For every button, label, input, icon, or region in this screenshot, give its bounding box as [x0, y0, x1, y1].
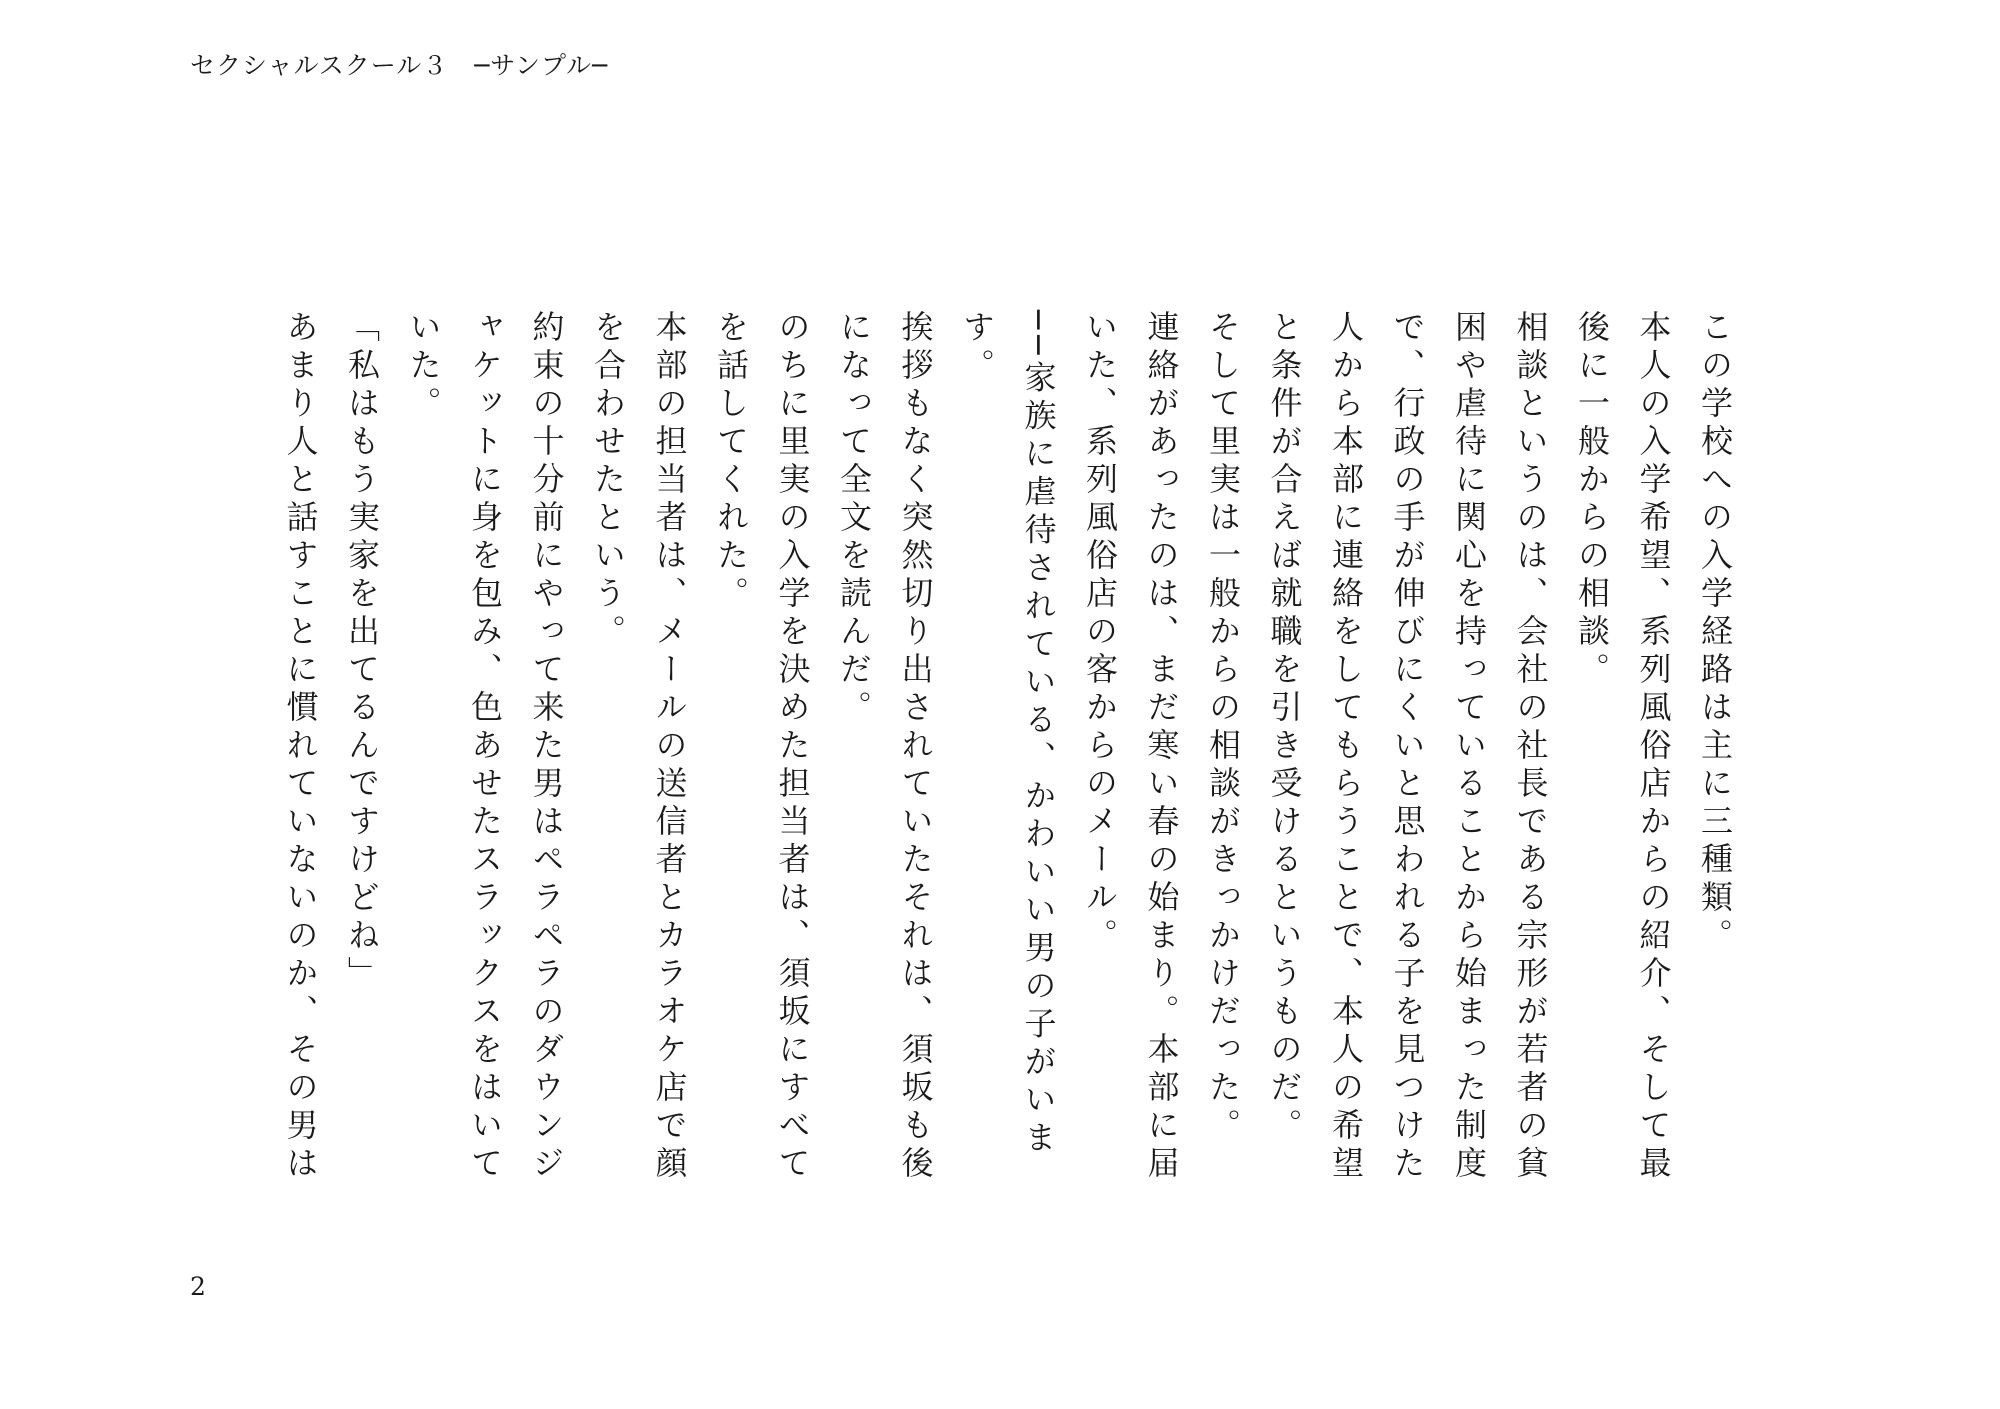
paragraph: 相談というのは、会社の社長である宗形が若者の貧困や虐待に関心を持っていることから始まった制度で、行政の手が伸びにくいと思われる子を見つけた人から本部に連絡をしてもらうことで、本人の希望と条件が合えば就職を引き受けるというものだ。: [1265, 310, 1550, 1184]
paragraph: 連絡があったのは、まだ寒い春の始まり。本部に届いた、系列風俗店の客からのメール。: [1081, 310, 1181, 1184]
paragraph: 「私はもう実家を出てるんですけどね」: [343, 310, 381, 994]
page-number: 2: [190, 1272, 206, 1301]
paragraph: ──家族に虐待されている、かわいい男の子がいます。: [958, 310, 1058, 1159]
paragraph: あまり人と話すことに慣れていないのか、その男は: [281, 310, 320, 1184]
running-header: セクシャルスクール３ ─サンプル─: [190, 51, 609, 80]
paragraph: そして里実は一般からの相談がきっかけだった。: [1204, 310, 1242, 1146]
paragraph: 本部の担当者は、メールの送信者とカラオケ店で顔を合わせたという。: [589, 310, 689, 1184]
paragraph: 本人の入学希望、系列風俗店からの紹介、そして最後に一般からの相談。: [1573, 310, 1673, 1184]
paragraph: のちに里実の入学を決めた担当者は、須坂にすべてを話してくれた。: [712, 310, 812, 1184]
paragraph: この学校への入学経路は主に三種類。: [1696, 310, 1734, 956]
paragraph: 約束の十分前にやって来た男はペラペラのダウンジャケットに身を包み、色あせたスラックスをはいていた。: [404, 310, 566, 1184]
vertical-body-text: [269, 310, 1745, 1190]
paragraph: 挨拶もなく突然切り出されていたそれは、須坂も後になって全文を読んだ。: [835, 310, 935, 1184]
